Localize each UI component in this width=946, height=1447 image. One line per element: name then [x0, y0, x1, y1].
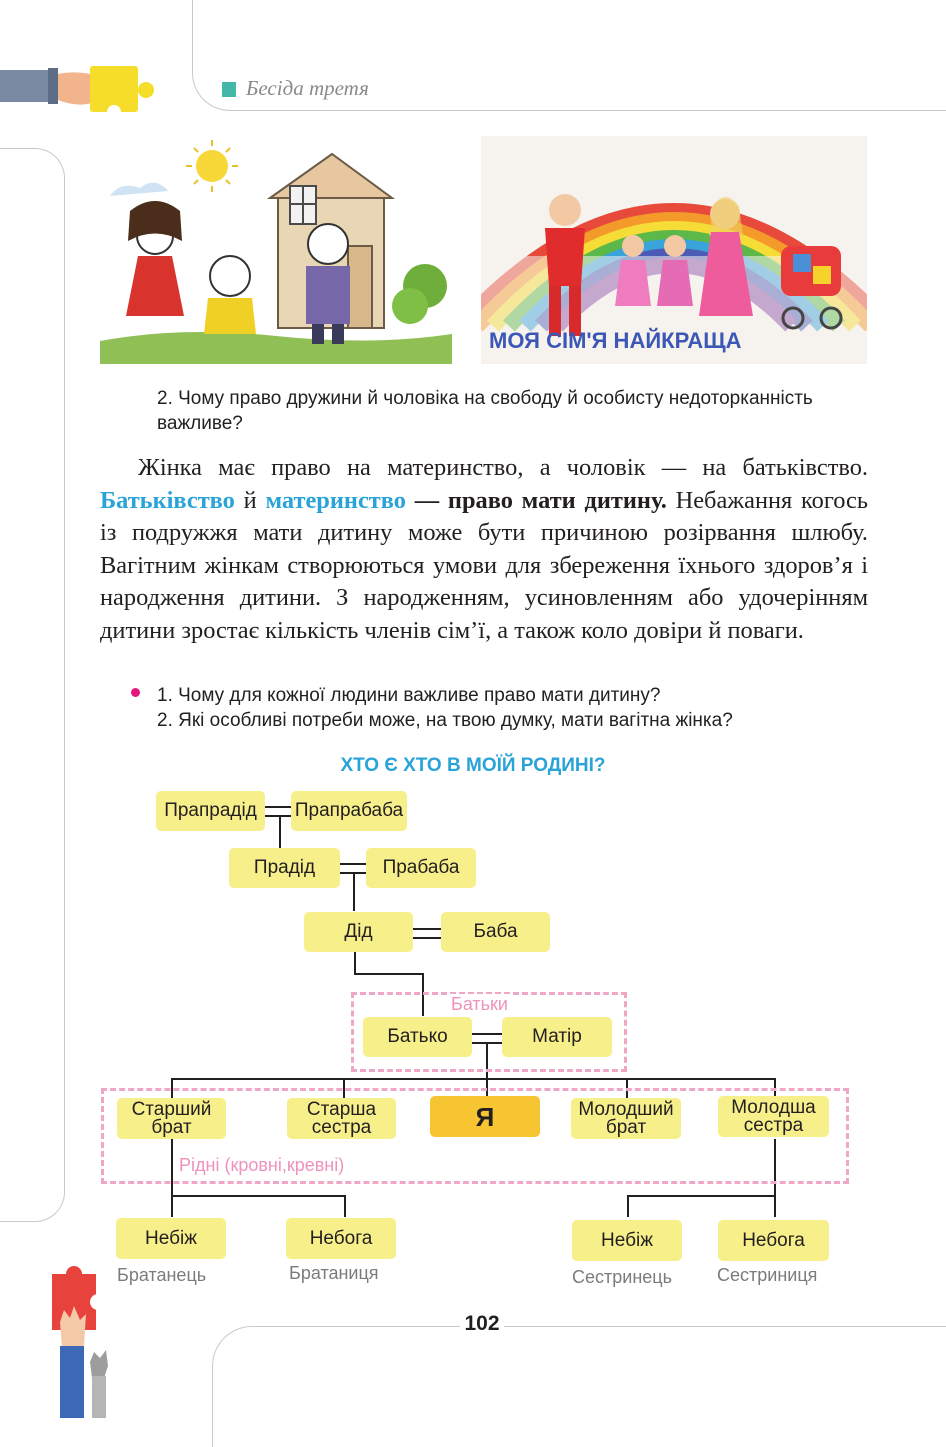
node-younger-sister: Молодша сестра [718, 1096, 829, 1137]
node-older-sister: Старша сестра [287, 1098, 396, 1139]
footer-frame [212, 1326, 946, 1447]
keyword-fatherhood: Батьківство [100, 486, 235, 514]
node-nephew-brother: Небіж [116, 1218, 226, 1259]
node-great-grandmother: Прабаба [366, 848, 476, 888]
node-grandmother: Баба [441, 912, 550, 952]
node-great-great-grandfather: Прапрадід [156, 791, 265, 831]
question-2: 2. Чому право дружини й чоловіка на свободу й особисту недоторканність важливе? [157, 388, 813, 434]
node-great-great-grandmother: Прапрабаба [291, 791, 407, 831]
siblings-label: Рідні (кровні,кревні) [179, 1155, 345, 1175]
node-niece-brother: Небога [286, 1218, 396, 1259]
question-list-item: 2. Які особливі потреби може, на твою думку, мати вагітна жінка? [157, 710, 733, 731]
section-title: Бесіда третя [246, 76, 369, 100]
node-father: Батько [363, 1017, 472, 1057]
node-niece-sister: Небога [718, 1220, 829, 1261]
node-grandfather: Дід [304, 912, 413, 952]
family-tree-title: ХТО Є ХТО В МОЇЙ РОДИНІ? [340, 755, 606, 776]
node-me: Я [430, 1096, 540, 1137]
node-older-brother: Старший брат [117, 1098, 226, 1139]
label-bratanets: Братанець [117, 1265, 207, 1285]
question-list-item: 1. Чому для кожної людини важливе право мати дитину? [157, 685, 661, 706]
parents-label: Батьки [451, 994, 508, 1014]
keyword-motherhood: материнство [265, 486, 406, 514]
label-sestrynytsia: Сестриниця [717, 1265, 818, 1285]
paragraph-bold: — право мати дитину. [405, 486, 667, 514]
node-younger-brother: Молодший брат [571, 1098, 681, 1139]
paragraph-part-3: Небажання когось із подружжя мати дитину може бути причиною розірвання шлюбу. Вагітним жінкам створюються умови для збереження їхнього здоров’я і народження дитини. З народженням, усиновленням або удочерінням дитини зростає кількість членів сім’ї, а також коло довіри й поваги. [100, 486, 868, 644]
hands-puzzle-decoration [50, 1266, 120, 1418]
label-sestrynets: Сестринець [572, 1267, 672, 1287]
drawing-slogan: МОЯ СІМ'Я НАЙКРАЩА [489, 328, 742, 353]
page-number: 102 [460, 1312, 504, 1336]
paragraph-part-1: Жінка має право на материнство, а чоловік — на батьківство. [138, 454, 868, 481]
paragraph-part-2: й [234, 486, 266, 514]
node-great-grandfather: Прадід [229, 848, 340, 888]
node-nephew-sister: Небіж [572, 1220, 682, 1261]
node-mother: Матір [502, 1017, 612, 1057]
label-bratanytsia: Братаниця [289, 1263, 379, 1283]
